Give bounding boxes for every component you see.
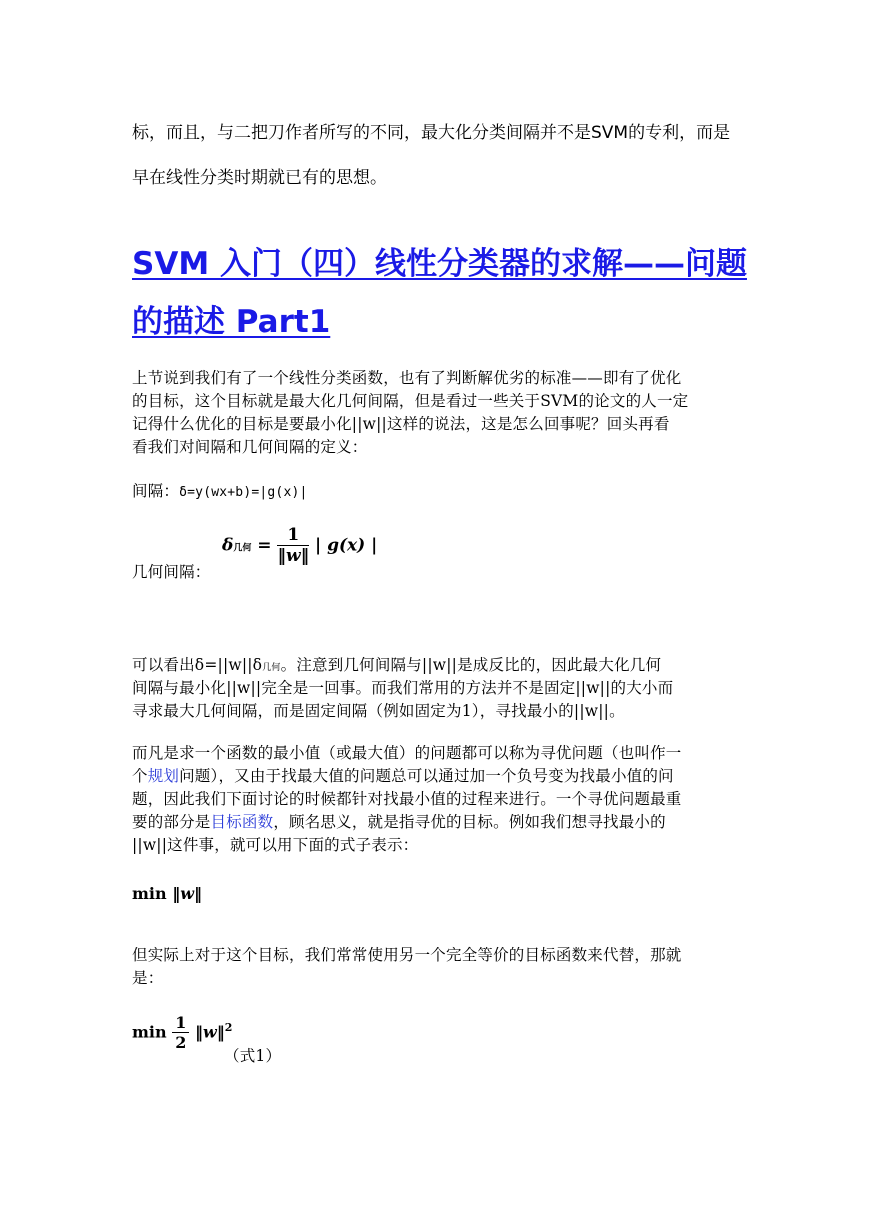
min-half-norm-squared-formula [132,1014,232,1052]
norm-w-2: ‖w‖ [194,1022,225,1042]
delta-symbol: δ [222,535,234,556]
p3-line-3: 题，因此我们下面讨论的时候都针对找最小值的过程来进行。一个寻优问题最重 [132,790,682,808]
p1-line-3: 记得什么优化的目标是要最小化||w||这样的说法，这是怎么回事呢？回头再看 [132,415,670,433]
min-operator-2: min [132,1022,167,1042]
equation-label: （式1） [224,1047,282,1065]
p2-line-2: 间隔与最小化||w||完全是一回事。而我们常用的方法并不是固定||w||的大小而 [132,679,674,697]
fraction [277,526,309,566]
p3-line-5: ||w||这件事，就可以用下面的式子表示： [132,836,419,854]
p1-line-4: 看我们对间隔和几何间隔的定义： [132,438,368,456]
half-fraction [172,1014,189,1052]
p2-line-1-end: 。注意到几何间隔与||w||是成反比的，因此最大化几何 [280,656,662,674]
power-two: 2 [224,1021,233,1035]
geometric-margin-rhs: | g(x) | [315,535,378,556]
p2-line-1 [132,653,737,675]
objective-function-link[interactable]: 目标函数 [210,813,274,831]
p4-line-1: 但实际上对于这个目标，我们常常使用另一个完全等价的目标函数来代替，那就 [132,946,682,964]
p3-line-2-end: 问题），又由于找最大值的问题总可以通过加一个负号变为找最小值的问 [179,767,674,785]
geometric-margin-label: 几何间隔： [132,563,211,581]
geometric-margin-formula [222,526,377,566]
fraction-numerator: 1 [277,526,309,546]
min-norm-formula [132,884,202,903]
p3-line-4-end: ，顾名思义，就是指寻优的目标。例如我们想寻找最小的 [273,813,666,831]
heading-link-line-2[interactable]: 的描述 Part1 [132,304,331,340]
p3-line-1: 而凡是求一个函数的最小值（或最大值）的问题都可以称为寻优问题（也叫作一 [132,744,682,762]
half-denominator: 2 [175,1032,187,1052]
p4-line-2: 是： [132,969,164,987]
margin-label: 间隔： [132,482,180,500]
min-operator: min [132,884,167,903]
planning-link[interactable]: 规划 [147,767,180,785]
half-numerator: 1 [172,1014,189,1033]
p1-line-2: 的目标，这个目标就是最大化几何间隔，但是看过一些关于SVM的论文的人一定 [132,392,689,410]
fraction-denominator: ‖w‖ [277,545,310,566]
heading-link-line-1[interactable]: SVM 入门（四）线性分类器的求解——问题 [132,246,747,282]
norm-w: ‖w‖ [172,884,202,903]
intro-line-2: 早在线性分类时期就已有的思想。 [132,168,387,188]
p3-line-2 [132,764,737,786]
p3-line-4-start: 要的部分是 [132,813,211,831]
p1-line-1: 上节说到我们有了一个线性分类函数，也有了判断解优劣的标准——即有了优化 [132,369,682,387]
margin-definition [132,479,737,501]
p2-line-1-subscript: 几何 [262,663,281,673]
delta-subscript: 几何 [233,543,252,554]
intro-line-1: 标，而且，与二把刀作者所写的不同，最大化分类间隔并不是SVM的专利，而是 [132,123,731,143]
equals-sign: = [257,535,272,556]
p2-line-1-start: 可以看出δ=||w||δ [132,656,263,674]
margin-formula: δ=y(wx+b)=|g(x)| [179,485,308,500]
p2-line-3: 寻求最大几何间隔，而是固定间隔（例如固定为1），寻找最小的||w||。 [132,702,625,720]
p3-line-4 [132,810,737,832]
p3-line-2-start: 个 [132,767,148,785]
